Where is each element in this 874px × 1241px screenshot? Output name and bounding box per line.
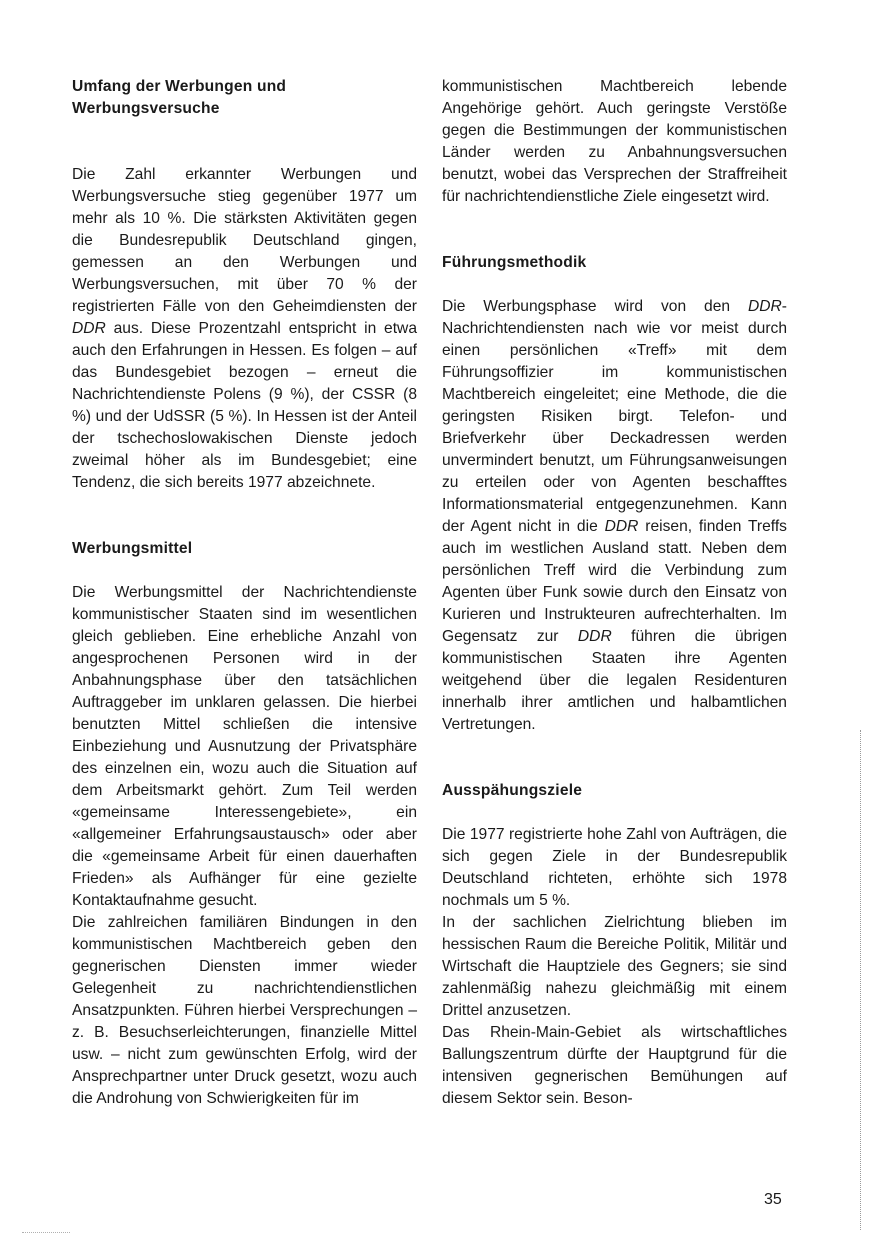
heading-werbungsmittel: Werbungsmittel	[72, 540, 193, 557]
ddr-italic: DDR	[748, 298, 782, 315]
paragraph-auftraege: Die 1977 registrierte hohe Zahl von Aufträgen, die sich gegen Ziele in der Bundesrepublik Deutschland richteten, erhöhte sich 1978 nochmals um 5 %.	[442, 826, 787, 909]
paragraph-angehoerige: kommunistischen Machtbereich lebende Angehörige gehört. Auch geringste Verstöße gegen die Bestimmungen der kommunistischen Länder werden zu Anbahnungsversuchen benutzt, wobei das Versprechen der Straffreiheit für nachrichtendienstliche Ziele eingesetzt wird.	[442, 78, 787, 205]
paragraph-text: reisen, finden Treffs auch im westlichen Ausland statt. Neben dem persönlichen Treff wird die Verbindung zum Agenten über Funk sowie durch den Einsatz von Kurieren und Instrukteuren aufrechterhalten. Im Gegensatz zur	[442, 518, 787, 645]
heading-umfang-der-werbungen: Umfang der Werbungen und Werbungsversuche	[72, 78, 287, 117]
ddr-italic: DDR	[577, 628, 612, 645]
paragraph-fuehrungsmethodik	[442, 296, 787, 736]
paragraph-text: Die Werbungsphase wird von den	[442, 298, 731, 315]
ddr-italic: DDR	[604, 518, 639, 535]
paragraph-text: aus. Diese Prozentzahl entspricht in etwa auch den Erfahrungen in Hessen. Es folgen – auf das Bundesgebiet bezogen – erneut die Nachrichtendienste Polens (9 %), der CSSR (8 %) und der UdSSR (5 %). In Hessen ist der Anteil der tschechoslowakischen Dienste jedoch zweimal höher als im Bundesgebiet; eine Tendenz, die sich bereits 1977 abzeichnete.	[72, 320, 417, 491]
scan-corner-mark	[22, 1232, 70, 1233]
paragraph-familiaere-bindungen: Die zahlreichen familiären Bindungen in den kommunistischen Machtbereich geben den gegnerischen Diensten immer wieder Gelegenheit zu nachrichtendienstlichen Ansatzpunkten. Führen hierbei Versprechungen – z. B. Besuchserleichterungen, finanzielle Mittel usw. – nicht zum gewünschten Erfolg, wird der Ansprechpartner unter Druck gesetzt, wozu auch die Androhung von Schwierigkeiten für im	[72, 914, 417, 1107]
paragraph-text: -Nachrichtendiensten nach wie vor meist durch einen persönlichen «Treff» mit dem Führungsoffizier im kommunistischen Machtbereich eingeleitet; eine Methode, die die geringsten Risiken birgt. Telefon- und Briefverkehr über Deckadressen werden unvermindert benutzt, um Führungsanweisungen zu erteilen oder von Agenten beschafftes Informationsmaterial entgegenzunehmen. Kann der Agent nicht in die	[442, 298, 787, 535]
paragraph-text: Die Zahl erkannter Werbungen und Werbungsversuche stieg gegenüber 1977 um mehr als 10 %. Die stärksten Aktivitäten gegen die Bundesrepublik Deutschland gingen, gemessen an den Werbungen und Werbungsversuchen, mit über 70 % der registrierten Fälle von den Geheimdiensten der	[72, 166, 417, 315]
page-number: 35	[764, 1191, 782, 1208]
paragraph-werbungen-statistik	[72, 164, 417, 494]
paragraph-text: führen die übrigen kommunistischen Staaten ihre Agenten weitgehend über die legalen Residenturen innerhalb ihrer amtlichen und halbamtlichen Vertretungen.	[442, 628, 788, 733]
heading-ausspaehungsziele: Ausspähungsziele	[442, 782, 583, 799]
heading-fuehrungsmethodik: Führungsmethodik	[442, 254, 587, 271]
paragraph-rhein-main: Das Rhein-Main-Gebiet als wirtschaftliches Ballungszentrum dürfte der Hauptgrund für die intensiven gegnerischen Bemühungen auf diesem Sektor sein. Beson-	[442, 1024, 787, 1107]
left-column	[72, 76, 417, 1110]
paragraph-werbungsmittel: Die Werbungsmittel der Nachrichtendienste kommunistischer Staaten sind im wesentlichen gleich geblieben. Eine erhebliche Anzahl von angesprochenen Personen wird in der Anbahnungsphase über den tatsächlichen Auftraggeber im unklaren gelassen. Die hierbei benutzten Mittel schließen die intensive Einbeziehung und Ausnutzung der Privatsphäre des einzelnen ein, wozu auch die Situation auf dem Arbeitsmarkt gehört. Zum Teil werden «gemeinsame Interessengebiete», ein «allgemeiner Erfahrungsaustausch» oder aber die «gemeinsame Arbeit für einen dauerhaften Frieden» als Aufhänger für eine gezielte Kontaktaufnahme gesucht.	[72, 584, 417, 909]
ddr-italic: DDR	[72, 320, 106, 337]
right-column	[442, 76, 787, 1110]
scan-edge-mark	[860, 730, 861, 1230]
paragraph-zielrichtung: In der sachlichen Zielrichtung blieben im hessischen Raum die Bereiche Politik, Militär und Wirtschaft die Hauptziele des Gegners; sie sind zahlenmäßig nahezu gleichmäßig mit einem Drittel anzusetzen.	[442, 914, 787, 1019]
